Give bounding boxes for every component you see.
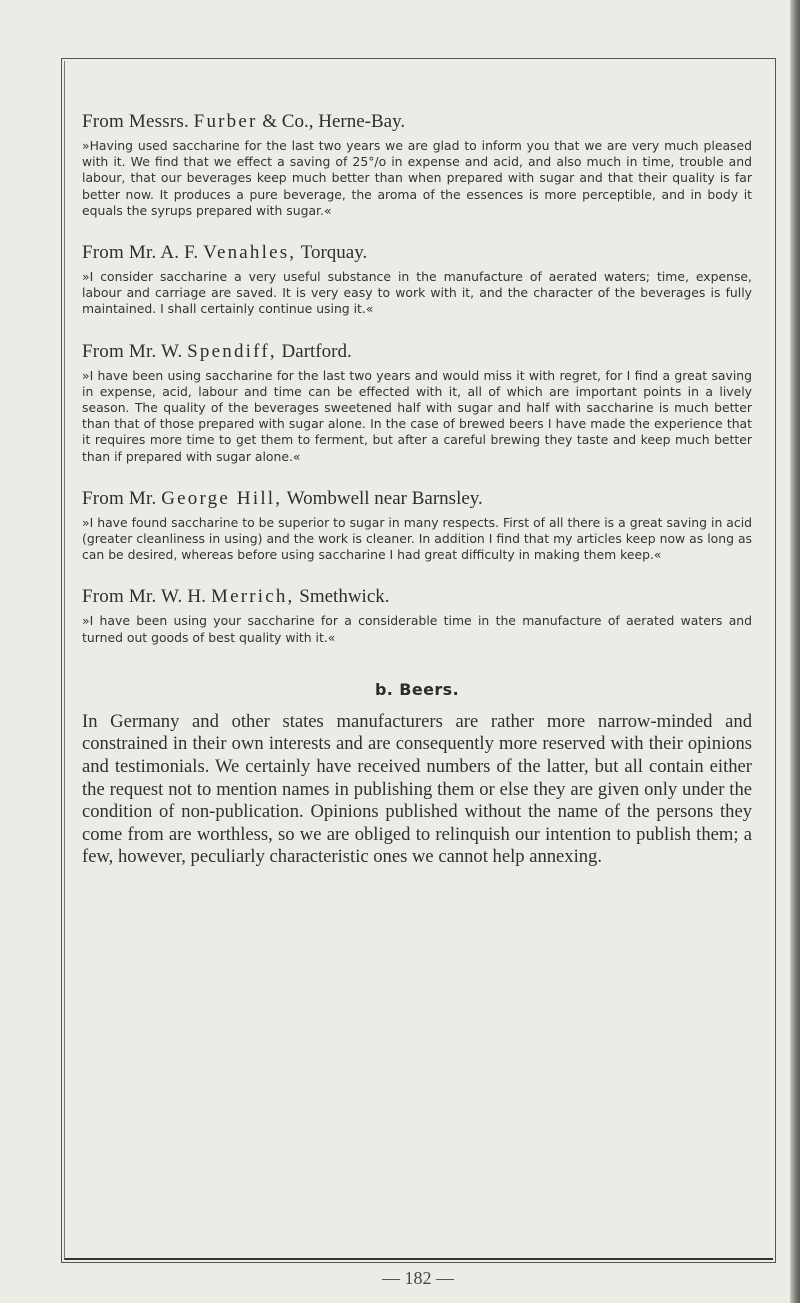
testimonial-text: »I have been using your saccharine for a considerable time in the manufacture of aerated waters and turned out goods of best quality with it.« xyxy=(82,613,752,645)
page-edge-shadow xyxy=(790,0,800,1303)
testimonial-spendiff xyxy=(82,340,752,465)
testimonial-text: »I have been using saccharine for the last two years and would miss it with regret, for I find a great saving in expense, acid, labour and time can be effected with it, all of which are important points in a lively season. The quality of the beverages sweetened half with sugar and half with saccharine is much better than that of those prepared with sugar alone. In the case of brewed beers I have made the experience that it requires more time to get them to ferment, but after a careful brewing they taste and keep much better than if prepared with sugar alone.« xyxy=(82,367,752,464)
sender-name: George Hill, xyxy=(161,487,283,509)
section-paragraph: In Germany and other states manufacturers are rather more narrow-minded and constrained in their own interests and are consequently more reserved with their opinions and testimonials. We certainly have received numbers of the latter, but all contain either the request not to mention names in publishing them or else they are given only under the condition of non-publication. Opinions published without the name of the persons they come from are worthless, so we are obliged to relinquish our intention to publish them; a few, however, peculiarly characteristic ones we cannot help annexing. xyxy=(82,710,752,868)
testimonial-heading: From Mr. W. H. Merrich, Smethwick. xyxy=(82,586,390,608)
sender-name: Merrich, xyxy=(210,586,295,608)
testimonial-text: »I have found saccharine to be superior to sugar in many respects. First of all there is a great saving in acid (greater cleanliness in using) and the work is cleaner. In addition I find that my articles keep now as long as can be desired, whereas before using saccharine I had great difficulty in making them keep.« xyxy=(82,514,752,563)
testimonial-heading: From Mr. A. F. Venahles, Torquay. xyxy=(82,242,368,264)
testimonial-merrich xyxy=(82,585,752,645)
sender-name: Furber xyxy=(193,111,258,132)
testimonial-heading: From Mr. George Hill, Wombwell near Barnsley. xyxy=(82,487,483,509)
page-number: — 182 — xyxy=(382,1268,454,1288)
testimonial-venahles xyxy=(82,241,752,318)
section-title: b. Beers. xyxy=(374,679,460,699)
testimonial-heading: From Mr. W. Spendiff, Dartford. xyxy=(82,340,352,362)
testimonial-text: »I consider saccharine a very useful substance in the manufacture of aerated waters; time, expense, labour and carriage are saved. It is very easy to work with it, and the character of the beverages is fully maintained. I shall certainly continue using it.« xyxy=(82,269,752,317)
page-content xyxy=(82,110,752,869)
sender-name: Spendiff, xyxy=(187,340,277,362)
testimonial-text: »Having used saccharine for the last two years we are glad to inform you that we are very much pleased with it. We find that we effect a saving of 25°/o in expense and acid, and also much in time, trouble and labour, that our beverages keep much better than when prepared with sugar and that their quality is far better now. It produces a pure beverage, the aroma of the essences is more perceptible, and in body it equals the syrups prepared with sugar.« xyxy=(82,138,752,218)
testimonial-heading: From Messrs. Furber & Co., Herne-Bay. xyxy=(82,111,406,132)
sender-name: Venahles, xyxy=(203,242,297,264)
testimonial-furber xyxy=(82,110,752,219)
testimonial-hill xyxy=(82,487,752,564)
